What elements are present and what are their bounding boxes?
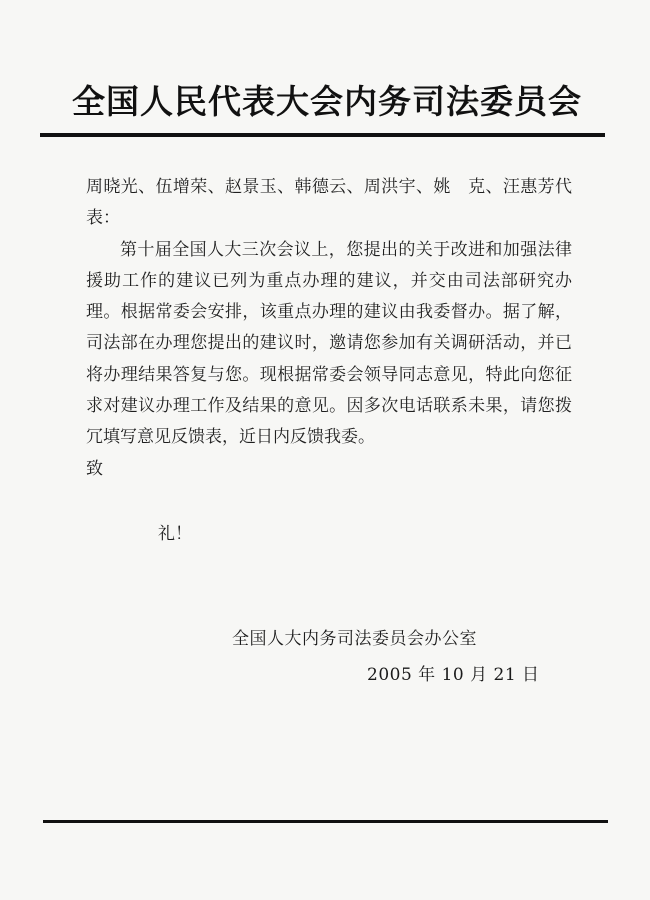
letterhead-title: 全国人民代表大会内务司法委员会 bbox=[72, 82, 582, 121]
closing-li: 礼！ bbox=[158, 524, 192, 544]
date: 2005 年 10 月 21 日 bbox=[367, 665, 540, 685]
body-paragraph: 第十届全国人大三次会议上，您提出的关于改进和加强法律援助工作的建议已列为重点办理的建议，并交由司法部研究办理。根据常委会安排，该重点办理的建议由我委督办。据了解，司法部在办理您提出的建议时，邀请您参加有关调研活动，并已将办理结果答复与您。现根据常委会领导同志意见，特此向您征求对建议办理工作及结果的意见。因多次电话联系未果，请您拨冗填写意见反馈表，近日内反馈我委。 bbox=[86, 239, 572, 448]
salutation: 周晓光、伍增荣、赵景玉、韩德云、周洪宇、姚 克、汪惠芳代表： bbox=[86, 177, 572, 229]
footer-rule bbox=[43, 820, 608, 823]
letterhead-rule bbox=[40, 133, 605, 137]
closing-zhi: 致 bbox=[86, 458, 103, 479]
signer: 全国人大内务司法委员会办公室 bbox=[232, 629, 477, 649]
letter-body bbox=[86, 172, 572, 485]
